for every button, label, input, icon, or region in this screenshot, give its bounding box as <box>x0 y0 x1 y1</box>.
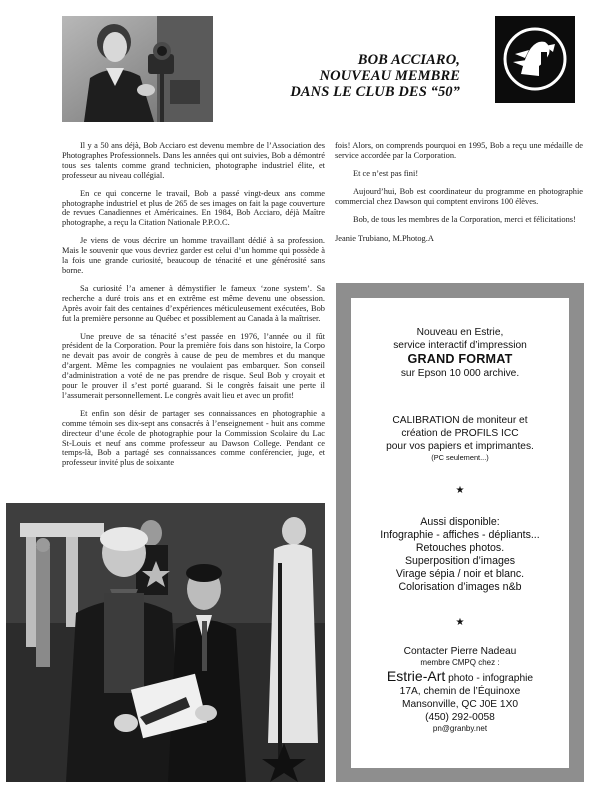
logo-icon <box>495 16 575 103</box>
article-paragraph: Je viens de vous décrire un homme travaillant dédié à sa profession. Mais le souvenir que vous devriez garder est celui d’un homme qui possède à la fois une grande curiosité, beaucoup de ténacité et une générosité sans borne. <box>62 236 325 275</box>
ceremony-photo-image <box>6 503 325 782</box>
ad-also-title: Aussi disponible: <box>420 516 500 528</box>
ad-company <box>351 668 569 685</box>
article-paragraph: fois! Alors, on comprends pourquoi en 1995, Bob a reçu une médaille de service accordée par la Corporation. <box>335 141 583 160</box>
article-signature: Jeanie Trubiano, M.Photog.A <box>335 234 434 244</box>
corporation-logo <box>495 16 575 103</box>
title-line-3: DANS LE CLUB DES “50” <box>290 84 460 100</box>
ad-service-item: Virage sépia / noir et blanc. <box>395 568 525 580</box>
ad-intro <box>351 326 569 380</box>
ad-intro-line: service interactif d’impression <box>393 340 527 351</box>
ad-intro-line: Nouveau en Estrie, <box>416 327 504 338</box>
ad-service-item: Superposition d’images <box>404 555 516 567</box>
article-paragraph: Et enfin son désir de partager ses connaissances en photographie a comme témoin ses dix-sept ans consacrés à l’enseignement - huit ans comme directeur d’une école de photographie pour la Commission Scolaire du Lac St-Louis et neuf ans comme professeur au Dawson College. Pendant ce temps-là, Bob a partagé ses connaissances comme conférencier, juge, et professeur invité plus de soixante <box>62 408 325 468</box>
ad-phone: (450) 292-0058 <box>425 712 495 723</box>
ad-address-line: Mansonville, QC J0E 1X0 <box>401 699 519 710</box>
ad-calib-line: CALIBRATION de moniteur et <box>392 415 528 426</box>
title-line-2: NOUVEAU MEMBRE <box>319 68 460 84</box>
star-icon: ★ <box>455 617 465 628</box>
article-paragraph: Sa curiosité l’a amener à démystifier le fameux ‘zone system’. Sa recherche a duré trois ans et en extrême est même devenu une obsession. Après avoir fait des centaines d’expériences méticuleusement exécutées, Bob fut la première personne au Québec et possiblement au Canada à la maîtriser. <box>62 283 325 323</box>
article-paragraph: Aujourd’hui, Bob est coordinateur du programme en photographie commercial chez Dawson qui comptent environs 100 élèves. <box>335 186 583 206</box>
ad-service-item: Infographie - affiches - dépliants... <box>380 529 540 541</box>
ad-headline: GRAND FORMAT <box>407 352 513 366</box>
ad-calib-line: création de PROFILS ICC <box>401 428 519 439</box>
article-paragraph: Et ce n’est pas fini! <box>353 168 419 178</box>
ad-headline-sub: sur Epson 10 000 archive. <box>400 368 520 379</box>
article-paragraph: Il y a 50 ans déjà, Bob Acciaro est devenu membre de l’Association des Photographes Professionnels. Dans les années qui ont suivies, Bob a démontré tous ses talents comme grand technicien, photographe industriel élite, et professeur au niveau collégial. <box>62 141 325 180</box>
star-icon: ★ <box>455 485 465 496</box>
article-right-column <box>335 141 583 252</box>
ad-company-desc: photo - infographie <box>445 673 534 684</box>
article-paragraph: Bob, de tous les membres de la Corporation, merci et félicitations! <box>353 214 576 224</box>
article-left-column <box>62 141 325 476</box>
ad-contact <box>351 645 569 734</box>
title-line-1: BOB ACCIARO, <box>357 52 460 68</box>
advertisement <box>351 298 569 768</box>
ad-calibration <box>351 414 569 462</box>
ad-calib-note: (PC seulement...) <box>431 453 489 462</box>
ad-address-line: 17A, chemin de l’Équinoxe <box>399 686 521 697</box>
ad-services <box>351 516 569 594</box>
ad-member-line: membre CMPQ chez : <box>420 658 500 667</box>
ad-service-item: Colorisation d’images n&b <box>398 581 522 593</box>
header-photo-image <box>62 16 213 122</box>
ad-email: pn@granby.net <box>432 724 488 733</box>
ceremony-photo <box>6 503 325 782</box>
header-photo <box>62 16 213 122</box>
ad-company-name: Estrie-Art <box>386 668 446 684</box>
article-paragraph: Une preuve de sa ténacité s’est passée en 1976, l’année ou il fût président de la Corporation. Pour la première fois dans son histoire, la Corpo ne devait pas avoir de congrès à cause de peu de membres et du manque d’argent. Même les compagnies ne voulaient pas embarquer. Son conseil d’administration a voté de ne pas prendre de risque. Seul Bob y croyait et pour le prouver il s’est porté guarand. Si le congrès faisait une perte il l’assumerait personnellement. Le congrès avait lieu et avec un profit! <box>62 331 325 400</box>
ad-service-item: Retouches photos. <box>415 542 505 554</box>
ad-contact-line: Contacter Pierre Nadeau <box>403 646 517 657</box>
ad-calib-line: pour vos papiers et imprimantes. <box>386 441 534 452</box>
article-title <box>232 52 460 100</box>
article-paragraph: En ce qui concerne le travail, Bob a passé vingt-deux ans comme photographe industriel et plus de 265 de ses images on fait la page couverture de revues Canadiennes et Américaines. En 1984, Bob Acciaro, déjà Maître photographe, a reçu la Citation Nationale P.P.O.C. <box>62 188 325 228</box>
